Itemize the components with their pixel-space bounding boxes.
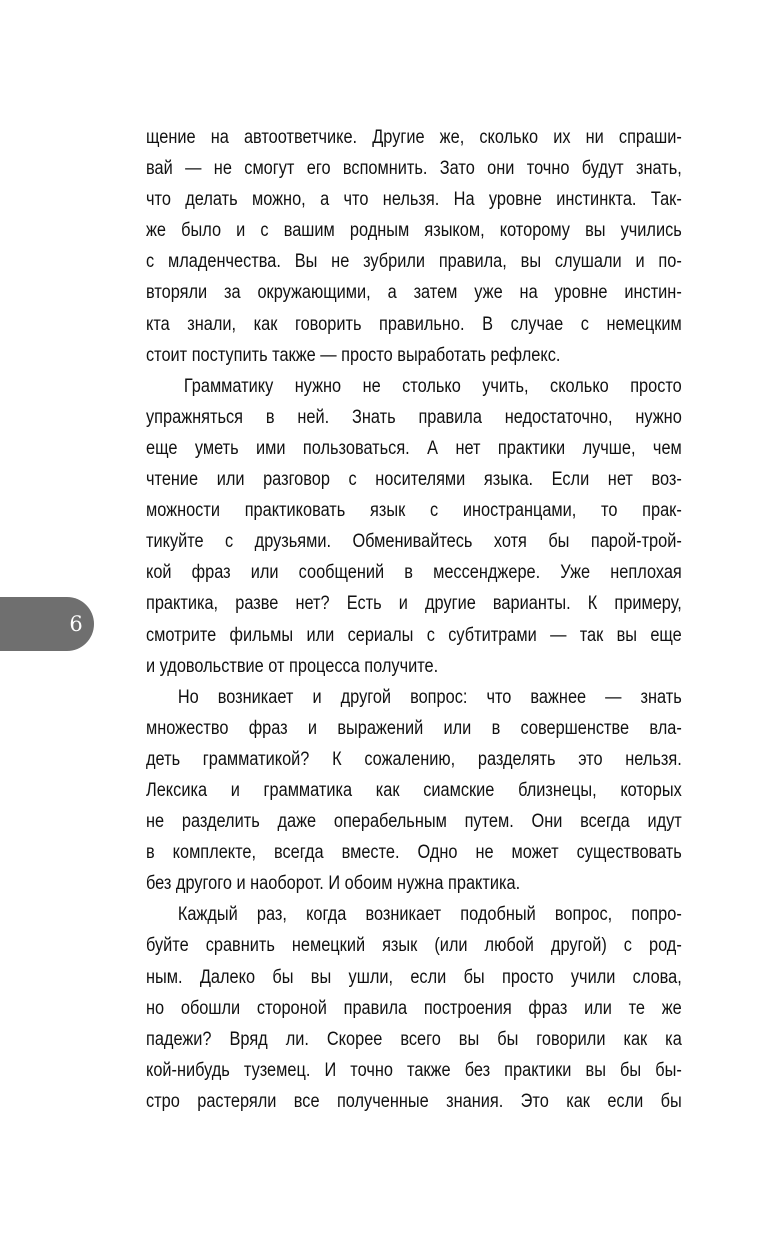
paragraph-1 <box>146 122 682 371</box>
paragraph-2 <box>146 371 682 682</box>
text-line: Лексика и грамматика как сиамские близнецы, которых <box>146 779 682 801</box>
text-line: Каждый раз, когда возникает подобный вопрос, попро- <box>177 904 682 926</box>
text-line: Но возникает и другой вопрос: что важнее — знать <box>177 686 682 708</box>
text-line: кой-нибудь туземец. И точно также без практики вы бы бы- <box>146 1059 682 1081</box>
text-line: стро растеряли все полученные знания. Это как если бы <box>146 1090 682 1112</box>
text-line: буйте сравнить немецкий язык (или любой другой) с род- <box>146 935 682 957</box>
text-line: еще уметь ими пользоваться. А нет практики лучше, чем <box>146 437 682 459</box>
text-line: щение на автоответчике. Другие же, сколько их ни спраши- <box>146 127 682 148</box>
text-line: деть грамматикой? К сожалению, разделять это нельзя. <box>146 748 682 770</box>
text-line: же было и с вашим родным языком, которому вы учились <box>146 220 682 242</box>
paragraph-3 <box>146 682 682 900</box>
text-line: не разделить даже операбельным путем. Они всегда идут <box>146 811 682 833</box>
paragraph-4 <box>146 899 682 1117</box>
text-line: тикуйте с друзьями. Обменивайтесь хотя бы парой-трой- <box>146 531 682 553</box>
text-line: можности практиковать язык с иностранцами, то прак- <box>146 500 682 522</box>
text-line: падежи? Вряд ли. Скорее всего вы бы говорили как ка <box>146 1028 682 1050</box>
text-line: вай — не смогут его вспомнить. Зато они точно будут знать, <box>146 158 682 180</box>
text-line: вторяли за окружающими, а затем уже на уровне инстин- <box>146 282 682 304</box>
text-column <box>146 122 682 1117</box>
text-line: с младенчества. Вы не зубрили правила, вы слушали и по- <box>146 251 682 273</box>
text-line: стоит поступить также — просто выработать рефлекс. <box>146 344 561 366</box>
text-line: ным. Далеко бы вы ушли, если бы просто учили слова, <box>146 966 682 988</box>
text-line: множество фраз и выражений или в совершенстве вла- <box>146 717 682 739</box>
text-line: в комплекте, всегда вместе. Одно не может существовать <box>146 842 682 864</box>
page-body <box>146 122 682 1117</box>
text-line: но обошли стороной правила построения фраз или те же <box>146 997 682 1019</box>
text-line: и удовольствие от процесса получите. <box>146 655 439 677</box>
text-line: кой фраз или сообщений в мессенджере. Уже неплохая <box>146 562 682 584</box>
text-line: Грамматику нужно не столько учить, сколько просто <box>183 375 682 397</box>
page-number: 6 <box>69 612 83 636</box>
text-line: кта знали, как говорить правильно. В случае с немецким <box>146 313 682 335</box>
text-line: смотрите фильмы или сериалы с субтитрами — так вы еще <box>146 624 682 646</box>
text-line: практика, разве нет? Есть и другие варианты. К примеру, <box>146 593 682 615</box>
text-line: чтение или разговор с носителями языка. Если нет воз- <box>146 469 682 491</box>
text-line: без другого и наоборот. И обоим нужна практика. <box>146 873 521 895</box>
text-line: упражняться в ней. Знать правила недостаточно, нужно <box>146 406 682 428</box>
text-line: что делать можно, а что нельзя. На уровне инстинкта. Так- <box>146 189 682 211</box>
